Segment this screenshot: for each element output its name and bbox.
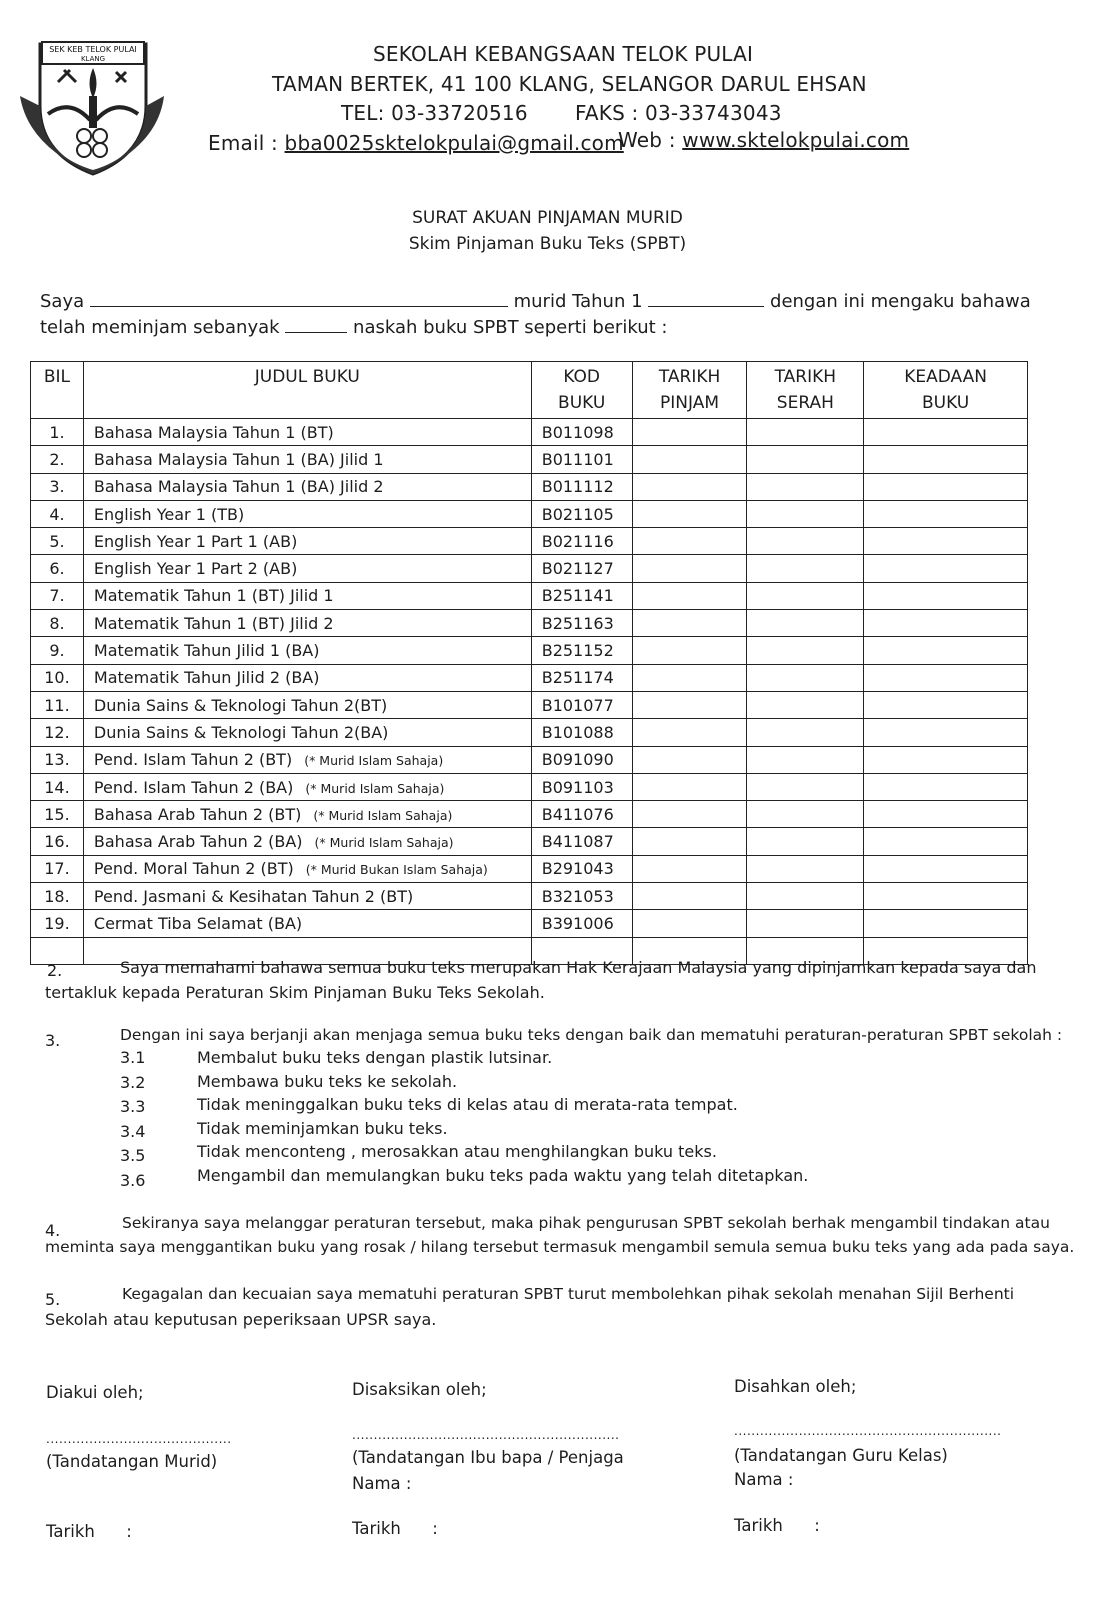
row-title [83,555,531,582]
row-keadaan-cell[interactable] [864,828,1028,855]
table-header-row [31,362,1028,419]
list-item-text: Membalut buku teks dengan plastik lutsinar. [197,1048,553,1067]
row-tarikh-pinjam-cell[interactable] [632,446,747,473]
table-row [31,691,1028,718]
row-tarikh-serah-cell[interactable] [747,555,864,582]
row-bil-text: 17. [44,859,70,879]
row-title [83,773,531,800]
row-tarikh-serah-cell[interactable] [747,883,864,910]
row-code [531,828,632,855]
row-code-text: B321053 [541,886,614,906]
row-keadaan-cell[interactable] [864,610,1028,637]
row-tarikh-serah-cell[interactable] [747,664,864,691]
row-code [531,610,632,637]
row-code [531,582,632,609]
sig-guru-nama: Nama : [734,1470,794,1489]
sig-guru-label: Disahkan oleh; [734,1377,857,1396]
row-tarikh-pinjam-cell[interactable] [632,691,747,718]
row-bil [31,446,84,473]
row-title [83,691,531,718]
school-fax: FAKS : 03-33743043 [575,101,782,125]
row-code-text: B251141 [541,586,614,606]
row-code-text: B011101 [541,449,614,469]
p3-num: 3. [45,1031,61,1050]
row-tarikh-serah-cell[interactable] [747,528,864,555]
row-code-text: B251163 [541,613,614,633]
row-bil [31,637,84,664]
row-bil-text: 5. [49,531,65,551]
row-bil [31,473,84,500]
row-title [83,828,531,855]
row-code-text: B011098 [541,422,614,442]
row-bil-text: 10. [44,668,70,688]
sig-murid-line[interactable]: ........................................... [46,1432,232,1446]
row-tarikh-serah-cell[interactable] [747,910,864,937]
school-email-row [208,131,624,155]
row-tarikh-serah-cell[interactable] [747,500,864,527]
row-keadaan-cell[interactable] [864,910,1028,937]
table-row [31,582,1028,609]
row-tarikh-pinjam-cell[interactable] [632,773,747,800]
sig-guru-caption: (Tandatangan Guru Kelas) [734,1446,948,1465]
row-keadaan-cell[interactable] [864,883,1028,910]
row-bil [31,664,84,691]
row-title [83,664,531,691]
row-bil-text: 2. [49,449,65,469]
header-tarikh-serah: TARIKH SERAH [747,362,864,419]
row-bil-text: 8. [49,613,65,633]
web-link[interactable]: www.sktelokpulai.com [682,128,910,152]
sig-murid-label: Diakui oleh; [46,1383,144,1402]
row-bil-text: 19. [44,913,70,933]
row-title-text: English Year 1 Part 2 (AB) [93,559,298,579]
row-tarikh-serah-cell[interactable] [747,473,864,500]
table-row [31,555,1028,582]
row-keadaan-cell[interactable] [864,773,1028,800]
header-kod: KOD BUKU [531,362,632,419]
quantity-field[interactable] [285,316,347,333]
row-tarikh-serah-cell[interactable] [747,691,864,718]
school-crest-logo [18,36,164,176]
row-title [83,500,531,527]
row-title [83,582,531,609]
sig-guru-line[interactable]: .............................................................. [734,1424,1002,1438]
row-keadaan-cell[interactable] [864,719,1028,746]
row-code-text: B021127 [541,559,614,579]
header-judul: JUDUL BUKU [83,362,531,419]
row-keadaan-cell[interactable] [864,801,1028,828]
row-title-text: Matematik Tahun 1 (BT) Jilid 2 [93,613,334,633]
email-label: Email : [208,131,285,155]
table-row [31,664,1028,691]
row-keadaan-cell[interactable] [864,637,1028,664]
row-bil-text: 18. [44,886,70,906]
row-bil-text: 11. [44,695,70,715]
header-bil: BIL [31,362,84,419]
list-item-num: 3.4 [120,1121,146,1141]
header-tarikh-pinjam: TARIKH PINJAM [632,362,747,419]
saya-label: Saya [40,291,85,312]
table-row [31,828,1028,855]
row-code-text: B021116 [541,531,614,551]
row-title-text: Bahasa Arab Tahun 2 (BT) [93,804,302,824]
row-code [531,473,632,500]
row-code-text: B291043 [541,859,614,879]
sig-penjaga-label: Disaksikan oleh; [352,1380,487,1399]
row-title-text: English Year 1 (TB) [93,504,245,524]
sig-penjaga-tarikh: Tarikh : [352,1519,438,1538]
row-note: (* Murid Islam Sahaja) [313,807,453,823]
row-keadaan-cell[interactable] [864,419,1028,446]
row-tarikh-serah-cell[interactable] [747,855,864,882]
school-address: TAMAN BERTEK, 41 100 KLANG, SELANGOR DARUL EHSAN [272,72,867,96]
table-row [31,419,1028,446]
sig-murid-caption: (Tandatangan Murid) [46,1452,218,1471]
row-bil [31,773,84,800]
row-keadaan-cell[interactable] [864,446,1028,473]
row-bil [31,855,84,882]
row-code [531,910,632,937]
row-title [83,610,531,637]
row-tarikh-serah-cell[interactable] [747,446,864,473]
row-bil [31,910,84,937]
row-bil-text: 4. [49,504,65,524]
table-row [31,801,1028,828]
p5-line1: Kegagalan dan kecuaian saya mematuhi peraturan SPBT turut membolehkan pihak sekolah menahan Sijil Berhenti [122,1285,1015,1303]
list-item-text: Tidak menconteng , merosakkan atau menghilangkan buku teks. [197,1142,717,1161]
row-code-text: B391006 [541,913,614,933]
row-tarikh-pinjam-cell[interactable] [632,746,747,773]
list-item-text: Tidak meminjamkan buku teks. [197,1118,448,1138]
row-code [531,883,632,910]
p5-num: 5. [45,1290,61,1309]
row-bil [31,719,84,746]
row-keadaan-cell[interactable] [864,473,1028,500]
book-table [30,361,1028,965]
row-note: (* Murid Islam Sahaja) [314,835,454,851]
row-title [83,855,531,882]
p2-line2: tertakluk kepada Peraturan Skim Pinjaman Buku Teks Sekolah. [45,983,545,1002]
row-keadaan-cell[interactable] [864,582,1028,609]
row-bil [31,801,84,828]
row-title-text: Dunia Sains & Teknologi Tahun 2(BA) [93,722,389,742]
row-tarikh-pinjam-cell[interactable] [632,801,747,828]
row-bil-text: 14. [44,777,70,797]
row-code-text: B011112 [541,477,614,497]
row-code-text: B411076 [541,804,614,824]
row-title-text: Bahasa Arab Tahun 2 (BA) [93,832,303,852]
student-name-field[interactable] [90,290,508,307]
row-code [531,528,632,555]
row-bil [31,419,84,446]
table-row [31,773,1028,800]
naskah-label: naskah buku SPBT seperti berikut : [353,317,668,338]
row-bil [31,883,84,910]
table-row [31,719,1028,746]
p5-line2: Sekolah atau keputusan peperiksaan UPSR saya. [45,1310,437,1329]
list-item-text: Membawa buku teks ke sekolah. [197,1071,458,1091]
row-tarikh-serah-cell[interactable] [747,719,864,746]
sig-penjaga-caption: (Tandatangan Ibu bapa / Penjaga [352,1448,624,1467]
row-title [83,528,531,555]
row-note: (* Murid Islam Sahaja) [304,753,444,769]
row-tarikh-pinjam-cell[interactable] [632,664,747,691]
row-title-text: Pend. Islam Tahun 2 (BA) [93,777,294,797]
p4-line2: meminta saya menggantikan buku yang rosak / hilang tersebut termasuk mengambil semula semua buku teks yang ada pada saya. [45,1238,1075,1256]
row-note: (* Murid Bukan Islam Sahaja) [305,862,488,878]
row-keadaan-cell[interactable] [864,555,1028,582]
row-title-text: Cermat Tiba Selamat (BA) [93,913,303,933]
row-tarikh-pinjam-cell[interactable] [632,855,747,882]
row-tarikh-pinjam-cell[interactable] [632,473,747,500]
table-row [31,637,1028,664]
row-title [83,446,531,473]
row-code [531,555,632,582]
row-title [83,473,531,500]
document-subtitle: Skim Pinjaman Buku Teks (SPBT) [408,234,687,254]
row-title [83,883,531,910]
row-tarikh-serah-cell[interactable] [747,746,864,773]
row-tarikh-serah-cell[interactable] [747,610,864,637]
web-label: Web : [618,128,683,152]
row-tarikh-pinjam-cell[interactable] [632,419,747,446]
header-keadaan: KEADAAN BUKU [864,362,1028,419]
row-tarikh-serah-cell[interactable] [747,582,864,609]
table-row [31,610,1028,637]
p3-text: Dengan ini saya berjanji akan menjaga semua buku teks dengan baik dan mematuhi peraturan-peraturan SPBT sekolah : [120,1026,1063,1044]
row-bil-text: 7. [49,586,65,606]
row-code [531,855,632,882]
row-title [83,801,531,828]
p2-num: 2. [47,961,63,980]
table-row [31,746,1028,773]
list-item-num: 3.6 [120,1170,146,1190]
row-code-text: B411087 [541,832,614,852]
row-code-text: B091103 [541,777,614,797]
row-title-text: Matematik Tahun 1 (BT) Jilid 1 [93,586,334,606]
row-bil-text: 9. [49,641,65,661]
row-bil-text: 13. [44,750,70,770]
row-title [83,637,531,664]
row-bil [31,528,84,555]
list-item-num: 3.2 [120,1072,146,1092]
table-row [31,855,1028,882]
row-bil-text: 1. [49,422,65,442]
list-item-num: 3.3 [120,1097,146,1116]
murid-tahun-label: murid Tahun 1 [513,291,643,312]
school-name: SEKOLAH KEBANGSAAN TELOK PULAI [373,42,754,66]
row-bil [31,500,84,527]
row-bil [31,582,84,609]
row-bil-text: 6. [49,559,65,579]
p4-num: 4. [45,1221,61,1240]
row-code [531,719,632,746]
row-title-text: Pend. Moral Tahun 2 (BT) [93,859,294,879]
row-keadaan-cell[interactable] [864,691,1028,718]
row-tarikh-pinjam-cell[interactable] [632,828,747,855]
row-keadaan-cell[interactable] [864,746,1028,773]
row-tarikh-pinjam-cell[interactable] [632,582,747,609]
row-bil [31,691,84,718]
row-code-text: B101077 [541,695,614,715]
row-code [531,746,632,773]
table-row [31,528,1028,555]
row-title [83,746,531,773]
row-tarikh-pinjam-cell[interactable] [632,500,747,527]
class-field[interactable] [648,290,764,307]
row-bil-text: 16. [44,832,70,852]
row-code-text: B101088 [541,722,614,742]
row-code [531,419,632,446]
row-keadaan-cell[interactable] [864,500,1028,527]
p4-line1: Sekiranya saya melanggar peraturan tersebut, maka pihak pengurusan SPBT sekolah berhak mengambil tindakan atau [122,1214,1050,1232]
list-item-text: Mengambil dan memulangkan buku teks pada waktu yang telah ditetapkan. [197,1165,809,1185]
row-tarikh-serah-cell[interactable] [747,773,864,800]
table-row [31,883,1028,910]
row-bil-text: 12. [44,722,70,742]
row-title-text: Pend. Jasmani & Kesihatan Tahun 2 (BT) [93,886,414,906]
row-title [83,910,531,937]
row-code [531,637,632,664]
row-tarikh-pinjam-cell[interactable] [632,610,747,637]
row-code [531,664,632,691]
telah-meminjam-label: telah meminjam sebanyak [40,317,280,338]
row-code [531,446,632,473]
table-row [31,910,1028,937]
row-keadaan-cell[interactable] [864,528,1028,555]
sig-penjaga-line[interactable]: .............................................................. [352,1428,620,1442]
sig-murid-tarikh: Tarikh : [46,1522,132,1541]
row-tarikh-pinjam-cell[interactable] [632,555,747,582]
row-title-text: Matematik Tahun Jilid 2 (BA) [93,668,320,688]
table-row [31,446,1028,473]
row-bil [31,555,84,582]
row-tarikh-serah-cell[interactable] [747,637,864,664]
school-crest-icon [18,36,164,176]
row-tarikh-pinjam-cell[interactable] [632,637,747,664]
row-code [531,801,632,828]
row-tarikh-pinjam-cell[interactable] [632,910,747,937]
row-tarikh-serah-cell[interactable] [747,828,864,855]
row-note: (* Murid Islam Sahaja) [305,780,445,796]
row-code-text: B251174 [541,668,614,688]
sig-guru-tarikh: Tarikh : [734,1516,820,1535]
row-title-text: Matematik Tahun Jilid 1 (BA) [93,641,320,661]
row-code [531,691,632,718]
row-title-text: Bahasa Malaysia Tahun 1 (BA) Jilid 2 [93,477,384,497]
row-bil [31,828,84,855]
row-bil [31,746,84,773]
row-title-text: English Year 1 Part 1 (AB) [93,531,298,551]
list-item-num: 3.5 [120,1146,146,1165]
row-code-text: B091090 [541,750,614,770]
mengaku-label: dengan ini mengaku bahawa [770,291,1031,312]
row-code-text: B021105 [541,504,614,524]
table-row [31,500,1028,527]
row-tarikh-serah-cell[interactable] [747,419,864,446]
row-tarikh-pinjam-cell[interactable] [632,883,747,910]
row-code [531,773,632,800]
declaration-line-2 [40,316,667,338]
p2-line1: Saya memahami bahawa semua buku teks merupakan Hak Kerajaan Malaysia yang dipinjamkan kepada saya dan [120,958,1037,977]
row-title-text: Bahasa Malaysia Tahun 1 (BA) Jilid 1 [93,449,384,469]
crest-text-1: SEK KEB TELOK PULAI [49,45,137,54]
row-title-text: Pend. Islam Tahun 2 (BT) [93,750,293,770]
row-bil-text: 3. [49,477,65,497]
row-title-text: Bahasa Malaysia Tahun 1 (BT) [93,422,334,442]
document-title: SURAT AKUAN PINJAMAN MURID [412,208,683,228]
row-tarikh-serah-cell[interactable] [747,801,864,828]
school-tel: TEL: 03-33720516 [341,101,528,125]
row-bil [31,610,84,637]
list-item-text: Tidak meninggalkan buku teks di kelas atau di merata-rata tempat. [197,1095,738,1114]
sig-penjaga-nama: Nama : [352,1474,412,1493]
row-code [531,500,632,527]
row-code-text: B251152 [541,641,614,661]
list-item-num: 3.1 [120,1048,146,1067]
row-title [83,719,531,746]
row-title-text: Dunia Sains & Teknologi Tahun 2(BT) [93,695,388,715]
declaration-line-1 [40,290,1031,312]
school-web-row [618,128,909,152]
crest-text-2: KLANG [80,55,106,63]
email-link[interactable]: bba0025sktelokpulai@gmail.com [284,131,624,155]
row-bil-text: 15. [44,804,70,824]
row-keadaan-cell[interactable] [864,664,1028,691]
table-row [31,473,1028,500]
row-tarikh-pinjam-cell[interactable] [632,719,747,746]
row-title [83,419,531,446]
row-tarikh-pinjam-cell[interactable] [632,528,747,555]
row-keadaan-cell[interactable] [864,855,1028,882]
